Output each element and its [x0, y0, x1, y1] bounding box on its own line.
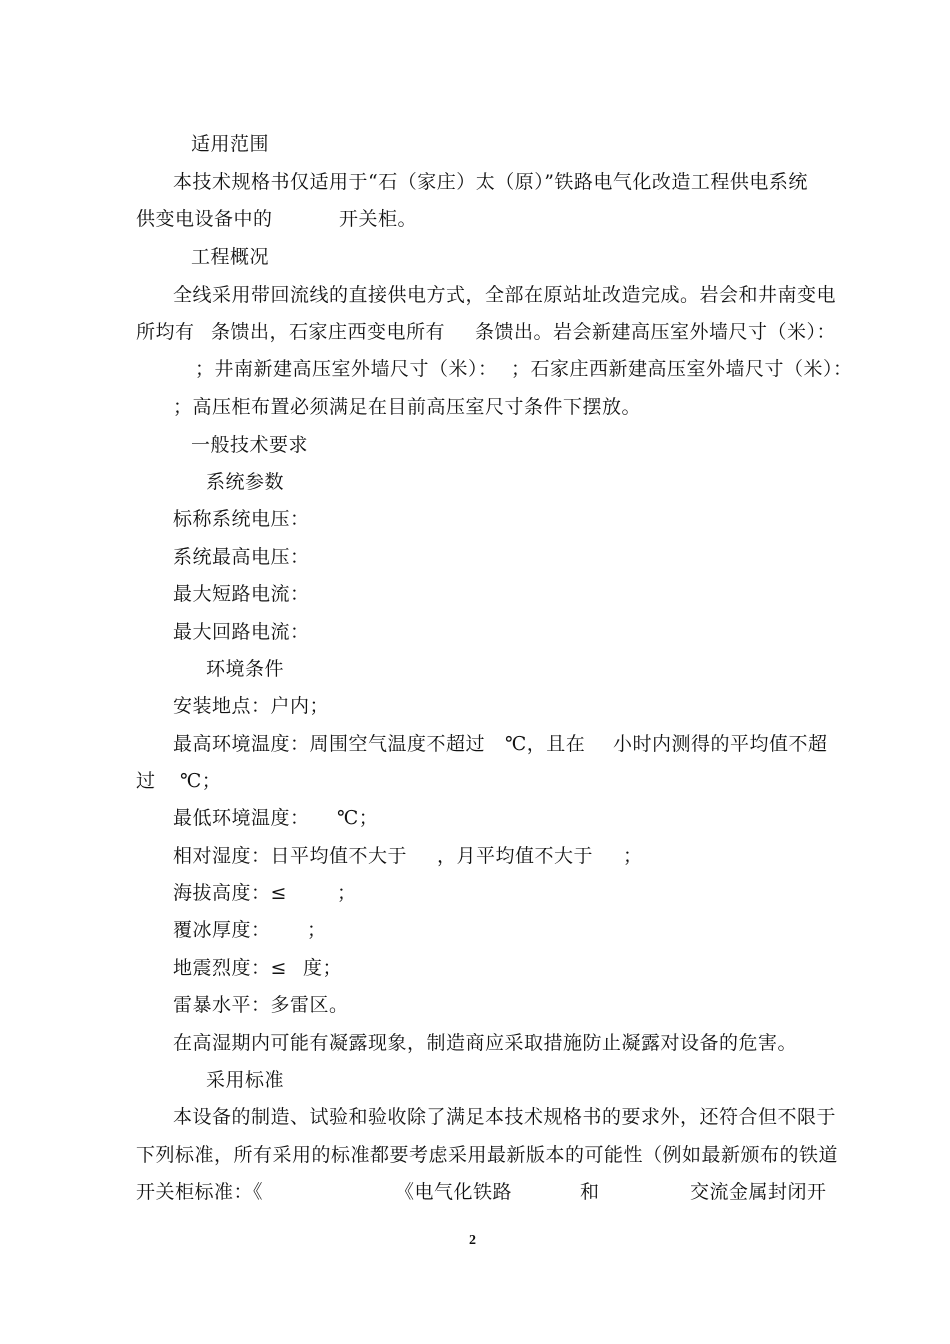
- env-humidity: 相对湿度：日平均值不大于: [173, 845, 408, 867]
- paragraph-fragment: 条馈出，石家庄西变电所有: [211, 321, 446, 343]
- paragraph-line: 供变电设备中的: [136, 208, 273, 230]
- paragraph-fragment: ；井南新建高压室外墙尺寸（米）：: [195, 358, 498, 380]
- env-min-temp: 最低环境温度：: [173, 807, 310, 829]
- page-number: 2: [469, 1233, 476, 1248]
- paragraph-fragment: ；石家庄西新建高压室外墙尺寸（米）：: [511, 358, 853, 380]
- env-thunder: 雷暴水平：多雷区。: [173, 994, 349, 1016]
- paragraph-line: 本技术规格书仅适用于“石（家庄）太（原）”铁路电气化改造工程供电系统: [173, 171, 808, 193]
- env-max-temp: 最高环境温度：周围空气温度不超过: [173, 733, 486, 755]
- env-max-temp-fragment: ℃；: [180, 770, 222, 792]
- env-max-temp-fragment: 小时内测得的平均值不超: [613, 733, 828, 755]
- env-min-temp-fragment: ℃；: [337, 807, 379, 829]
- env-location: 安装地点：户内；: [173, 695, 330, 717]
- env-seismic: 地震烈度：≤: [173, 957, 287, 979]
- paragraph-fragment: 开关柜。: [339, 208, 418, 230]
- env-max-temp-fragment: ℃，且在: [505, 733, 586, 755]
- env-humidity-fragment: ；: [623, 845, 643, 867]
- paragraph-fragment: 和: [580, 1181, 600, 1203]
- subsection-heading-standards: 采用标准: [206, 1069, 285, 1091]
- env-humidity-fragment: ，月平均值不大于: [437, 845, 594, 867]
- section-heading-scope: 适用范围: [191, 133, 270, 155]
- env-max-temp-fragment: 过: [136, 770, 156, 792]
- paragraph-fragment: 交流金属封闭开: [690, 1181, 827, 1203]
- paragraph-line: 本设备的制造、试验和验收除了满足本技术规格书的要求外，还符合但不限于: [173, 1106, 837, 1128]
- paragraph-line: 下列标准，所有采用的标准都要考虑采用最新版本的可能性（例如最新颁布的铁道: [136, 1144, 839, 1166]
- paragraph-line: 全线采用带回流线的直接供电方式，全部在原站址改造完成。岩会和井南变电: [173, 284, 837, 306]
- env-seismic-fragment: 度；: [303, 957, 343, 979]
- env-ice-thickness: 覆冰厚度：: [173, 919, 271, 941]
- section-heading-general: 一般技术要求: [191, 434, 309, 456]
- section-heading-overview: 工程概况: [191, 246, 270, 268]
- env-altitude: 海拔高度：≤: [173, 882, 287, 904]
- param-max-voltage: 系统最高电压：: [173, 546, 310, 568]
- paragraph-fragment: 《电气化铁路: [395, 1181, 513, 1203]
- env-condensation: 在高湿期内可能有凝露现象，制造商应采取措施防止凝露对设备的危害。: [173, 1032, 798, 1054]
- param-nominal-voltage: 标称系统电压：: [173, 508, 310, 530]
- param-max-loop-current: 最大回路电流：: [173, 621, 310, 643]
- env-ice-fragment: ；: [307, 919, 327, 941]
- subsection-heading-system-params: 系统参数: [206, 471, 285, 493]
- param-max-short-current: 最大短路电流：: [173, 583, 310, 605]
- paragraph-fragment: 所均有: [136, 321, 195, 343]
- subsection-heading-environment: 环境条件: [206, 658, 285, 680]
- env-altitude-fragment: ；: [337, 882, 357, 904]
- paragraph-fragment: 条馈出。岩会新建高压室外墙尺寸（米）：: [475, 321, 837, 343]
- paragraph-line: ；高压柜布置必须满足在目前高压室尺寸条件下摆放。: [173, 396, 642, 418]
- paragraph-fragment: 开关柜标准：《: [136, 1181, 264, 1203]
